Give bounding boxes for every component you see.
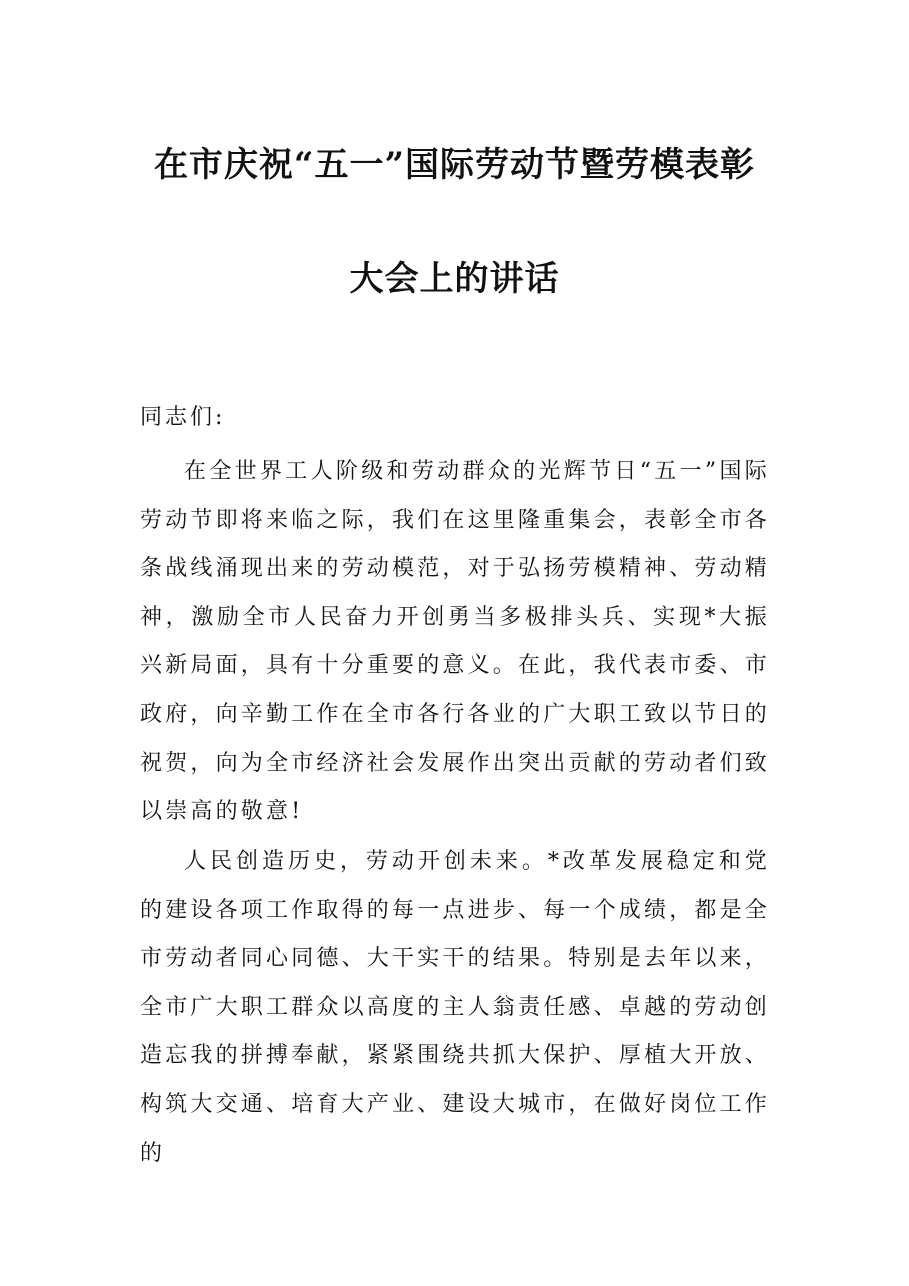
document-title-line-1: 在市庆祝“五一”国际劳动节暨劳模表彰 (153, 145, 756, 185)
salutation: 同志们: (140, 405, 226, 430)
document-title-line-2: 大会上的讲话 (349, 259, 560, 299)
body-paragraph-2: 人民创造历史，劳动开创未来。*改革发展稳定和党的建设各项工作取得的每一点进步、每一个成绩，都是全市劳动者同心同德、大干实干的结果。特别是去年以来，全市广大职工群众以高度的主人翁责任感、卓越的劳动创造忘我的拼搏奉献，紧紧围绕共抓大保护、厚植大开放、构筑大交通、培育大产业、建设大城市，在做好岗位工作的 (140, 849, 771, 1166)
body-paragraph-1: 在全世界工人阶级和劳动群众的光辉节日“五一”国际劳动节即将来临之际，我们在这里隆重集会，表彰全市各条战线涌现出来的劳动模范，对于弘扬劳模精神、劳动精神，激励全市人民奋力开创勇当多极排头兵、实现*大振兴新局面，具有十分重要的意义。在此，我代表市委、市政府，向辛勤工作在全市各行各业的广大职工致以节日的祝贺，向为全市经济社会发展作出突出贡献的劳动者们致以崇高的敬意! (140, 459, 771, 825)
